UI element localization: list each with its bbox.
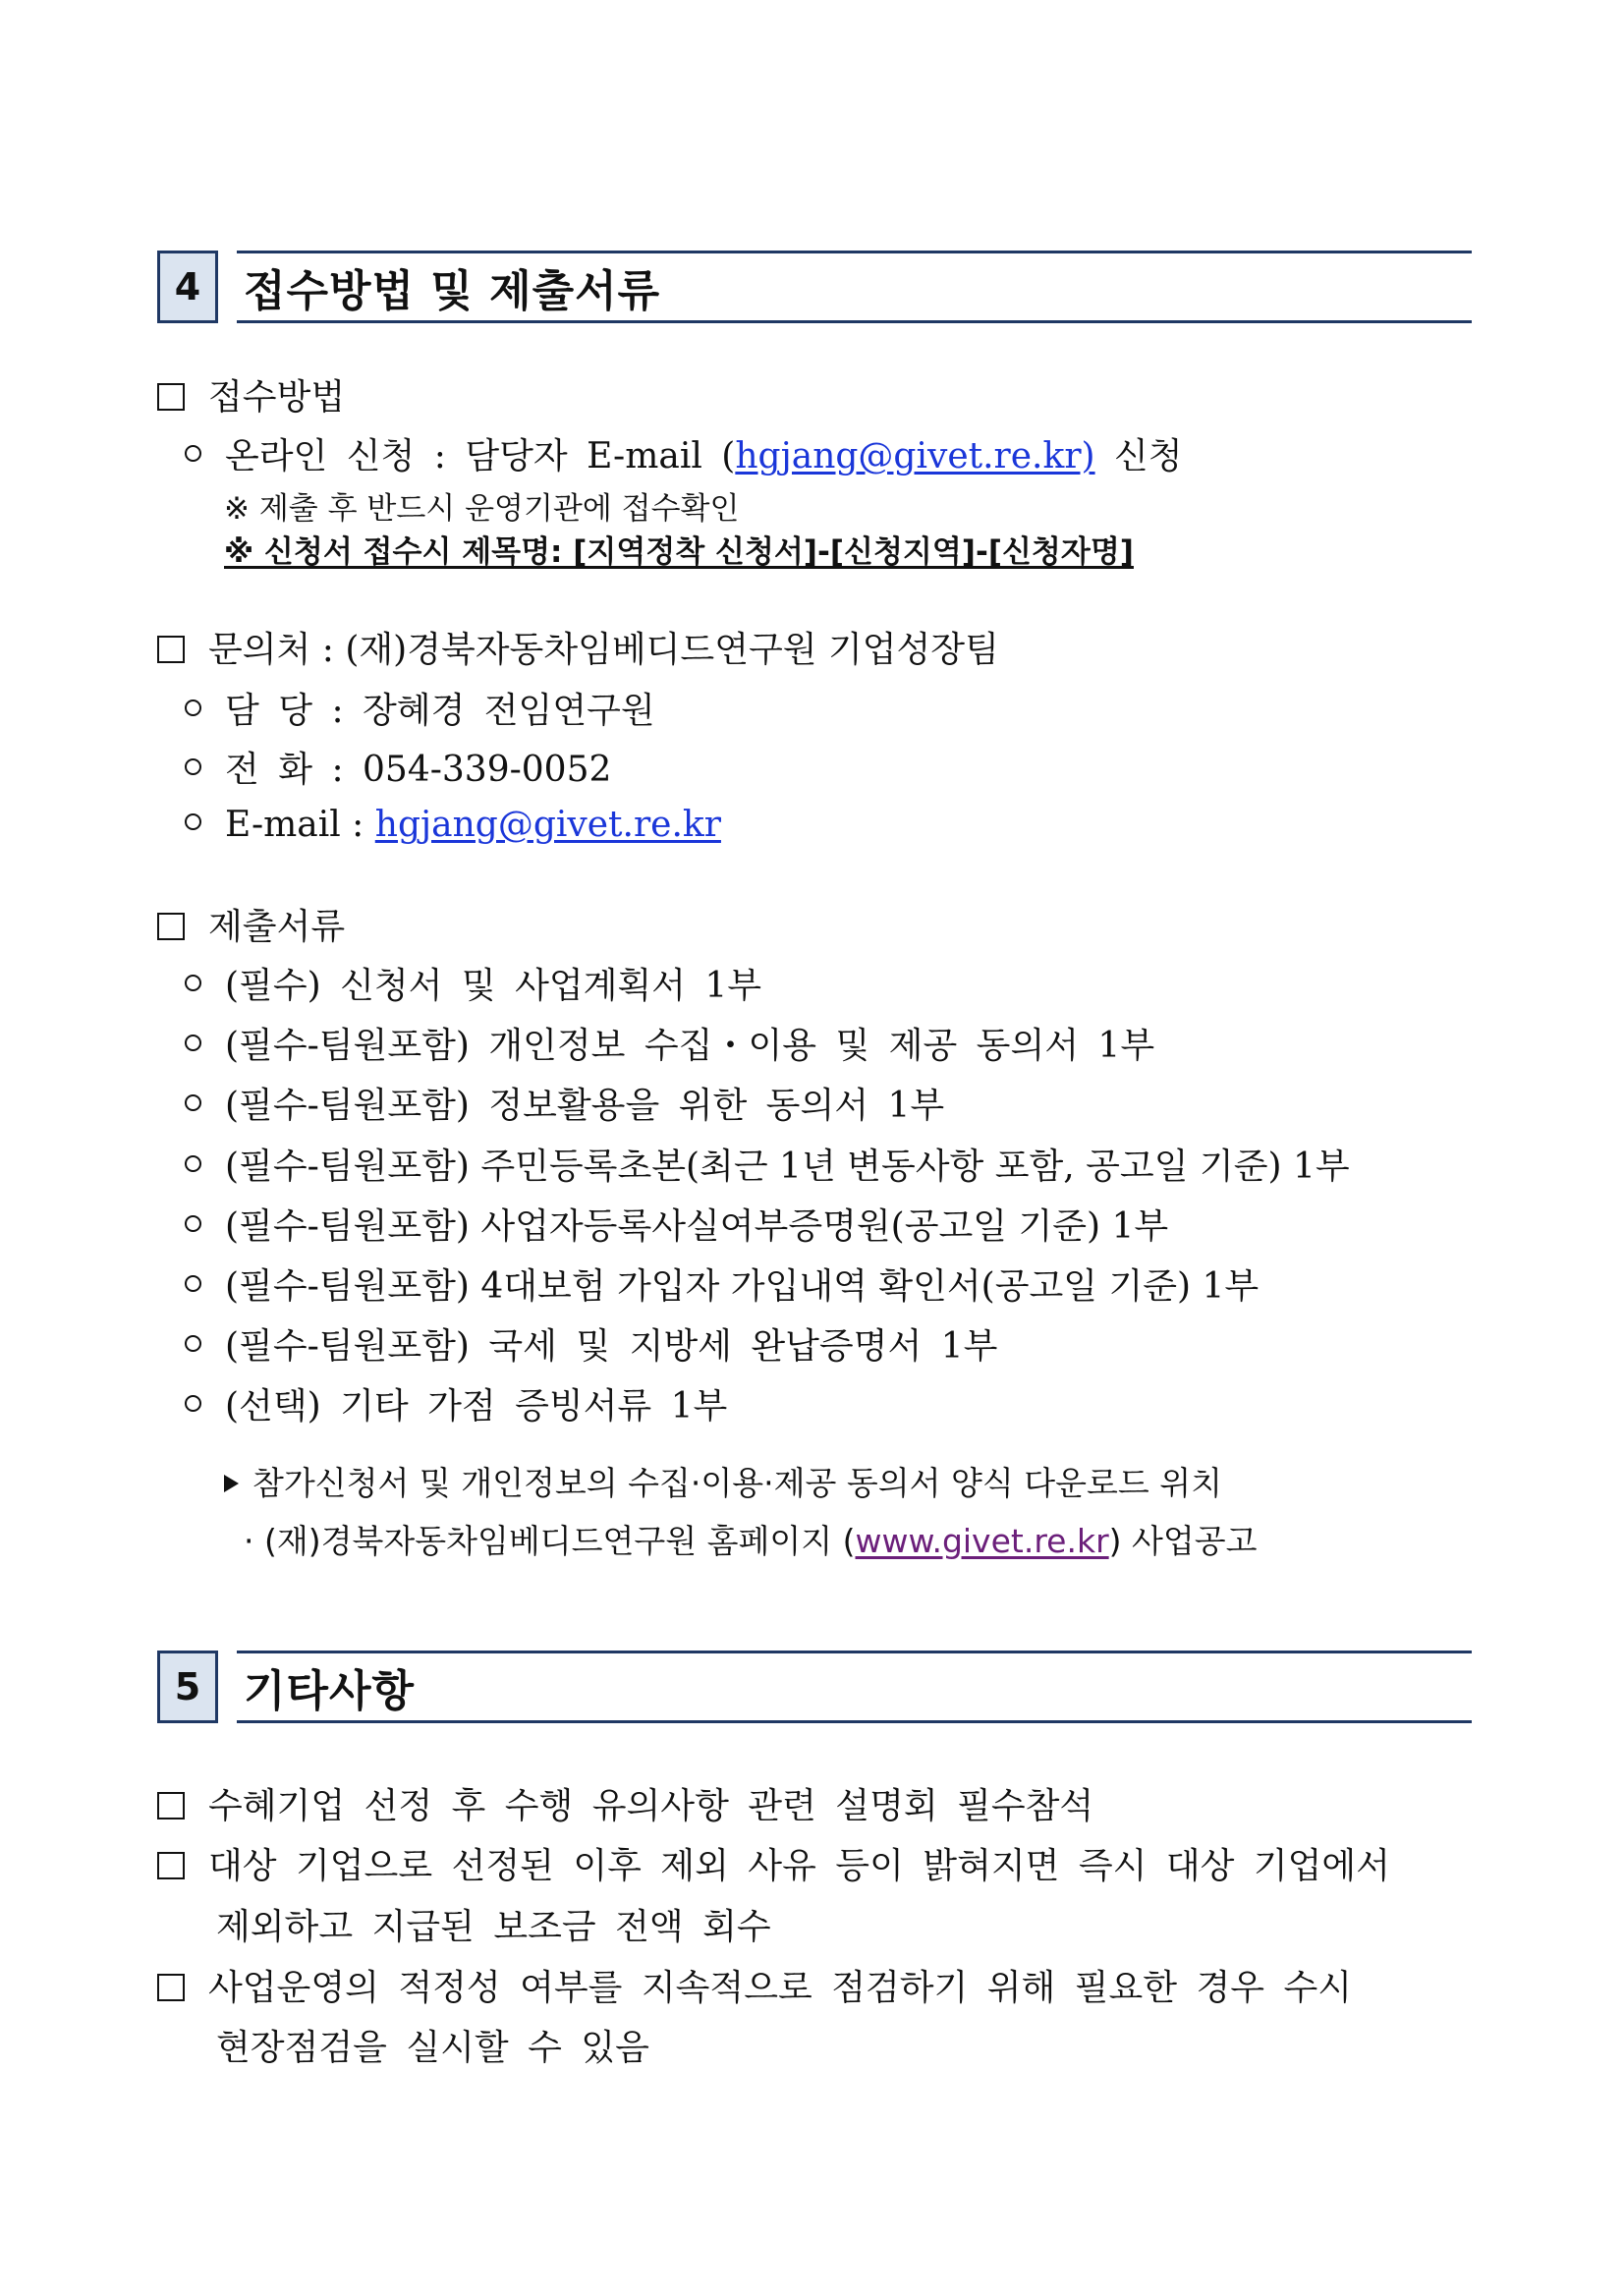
checkbox-square-icon xyxy=(157,1974,185,2001)
circle-bullet-icon xyxy=(185,813,201,830)
note-item: 사업운영의 적정성 여부를 지속적으로 점검하기 위해 필요한 경우 수시 xyxy=(157,1967,1352,2010)
contact-heading: 문의처 : (재)경북자동차임베디드연구원 기업성장팀 xyxy=(157,629,999,672)
document-item: (필수) 신청서 및 사업계획서 1부 xyxy=(185,965,761,1008)
checkbox-square-icon xyxy=(157,1792,185,1819)
note-item-continued: 제외하고 지급된 보조금 전액 회수 xyxy=(216,1907,771,1947)
email-link[interactable]: hgjang@givet.re.kr xyxy=(374,805,721,845)
email-link[interactable]: hgjang@givet.re.kr) xyxy=(735,436,1095,476)
method-heading: 접수방법 xyxy=(157,376,345,420)
checkbox-square-icon xyxy=(157,383,185,411)
document-item: (필수-팀원포함) 4대보험 가입자 가입내역 확인서(공고일 기준) 1부 xyxy=(185,1265,1259,1309)
document-item: (필수-팀원포함) 국세 및 지방세 완납증명서 1부 xyxy=(185,1325,997,1369)
checkbox-square-icon xyxy=(157,1852,185,1879)
contact-email: E-mail : hgjang@givet.re.kr xyxy=(185,804,721,847)
download-title: 참가신청서 및 개인정보의 수집·이용·제공 동의서 양식 다운로드 위치 xyxy=(224,1462,1222,1505)
circle-bullet-icon xyxy=(185,700,201,716)
online-application: 온라인 신청 : 담당자 E-mail (hgjang@givet.re.kr) 신청 xyxy=(185,435,1183,478)
circle-bullet-icon xyxy=(185,1035,201,1051)
document-item: (필수-팀원포함) 정보활용을 위한 동의서 1부 xyxy=(185,1085,944,1128)
circle-bullet-icon xyxy=(185,1335,201,1352)
section-title: 접수방법 및 제출서류 xyxy=(244,266,661,316)
contact-person: 담 당 : 장혜경 전임연구원 xyxy=(185,690,655,733)
triangle-pointer-icon xyxy=(224,1475,239,1492)
note-item: 대상 기업으로 선정된 이후 제외 사유 등이 밝혀지면 즉시 대상 기업에서 xyxy=(157,1845,1390,1888)
circle-bullet-icon xyxy=(185,975,201,991)
note-confirm: ※ 제출 후 반드시 운영기관에 접수확인 xyxy=(224,491,740,527)
document-item: (필수-팀원포함) 주민등록초본(최근 1년 변동사항 포함, 공고일 기준) 1부 xyxy=(185,1146,1350,1189)
circle-bullet-icon xyxy=(185,1094,201,1111)
header-rule xyxy=(237,1651,1472,1723)
download-location: · (재)경북자동차임베디드연구원 홈페이지 (www.givet.re.kr) 사업공고 xyxy=(244,1522,1258,1560)
document-item: (선택) 기타 가점 증빙서류 1부 xyxy=(185,1385,727,1428)
circle-bullet-icon xyxy=(185,758,201,775)
circle-bullet-icon xyxy=(185,1275,201,1292)
circle-bullet-icon xyxy=(185,1215,201,1232)
circle-bullet-icon xyxy=(185,445,201,462)
section-title: 기타사항 xyxy=(244,1666,416,1716)
section-number: 4 xyxy=(157,251,218,323)
checkbox-square-icon xyxy=(157,636,185,663)
website-link[interactable]: www.givet.re.kr xyxy=(855,1522,1109,1560)
documents-heading: 제출서류 xyxy=(157,906,345,949)
contact-phone: 전 화 : 054-339-0052 xyxy=(185,749,611,792)
circle-bullet-icon xyxy=(185,1155,201,1172)
note-item-continued: 현장점검을 실시할 수 있음 xyxy=(216,2028,649,2068)
document-item: (필수-팀원포함) 사업자등록사실여부증명원(공고일 기준) 1부 xyxy=(185,1205,1168,1249)
section-4-header xyxy=(157,251,1472,329)
section-5-header xyxy=(157,1651,1472,1729)
note-subject: ※ 신청서 접수시 제목명: [지역정착 신청서]-[신청지역]-[신청자명] xyxy=(224,534,1134,570)
circle-bullet-icon xyxy=(185,1395,201,1412)
note-item: 수혜기업 선정 후 수행 유의사항 관련 설명회 필수참석 xyxy=(157,1785,1093,1828)
document-item: (필수-팀원포함) 개인정보 수집・이용 및 제공 동의서 1부 xyxy=(185,1025,1154,1068)
section-number: 5 xyxy=(157,1651,218,1723)
checkbox-square-icon xyxy=(157,913,185,940)
